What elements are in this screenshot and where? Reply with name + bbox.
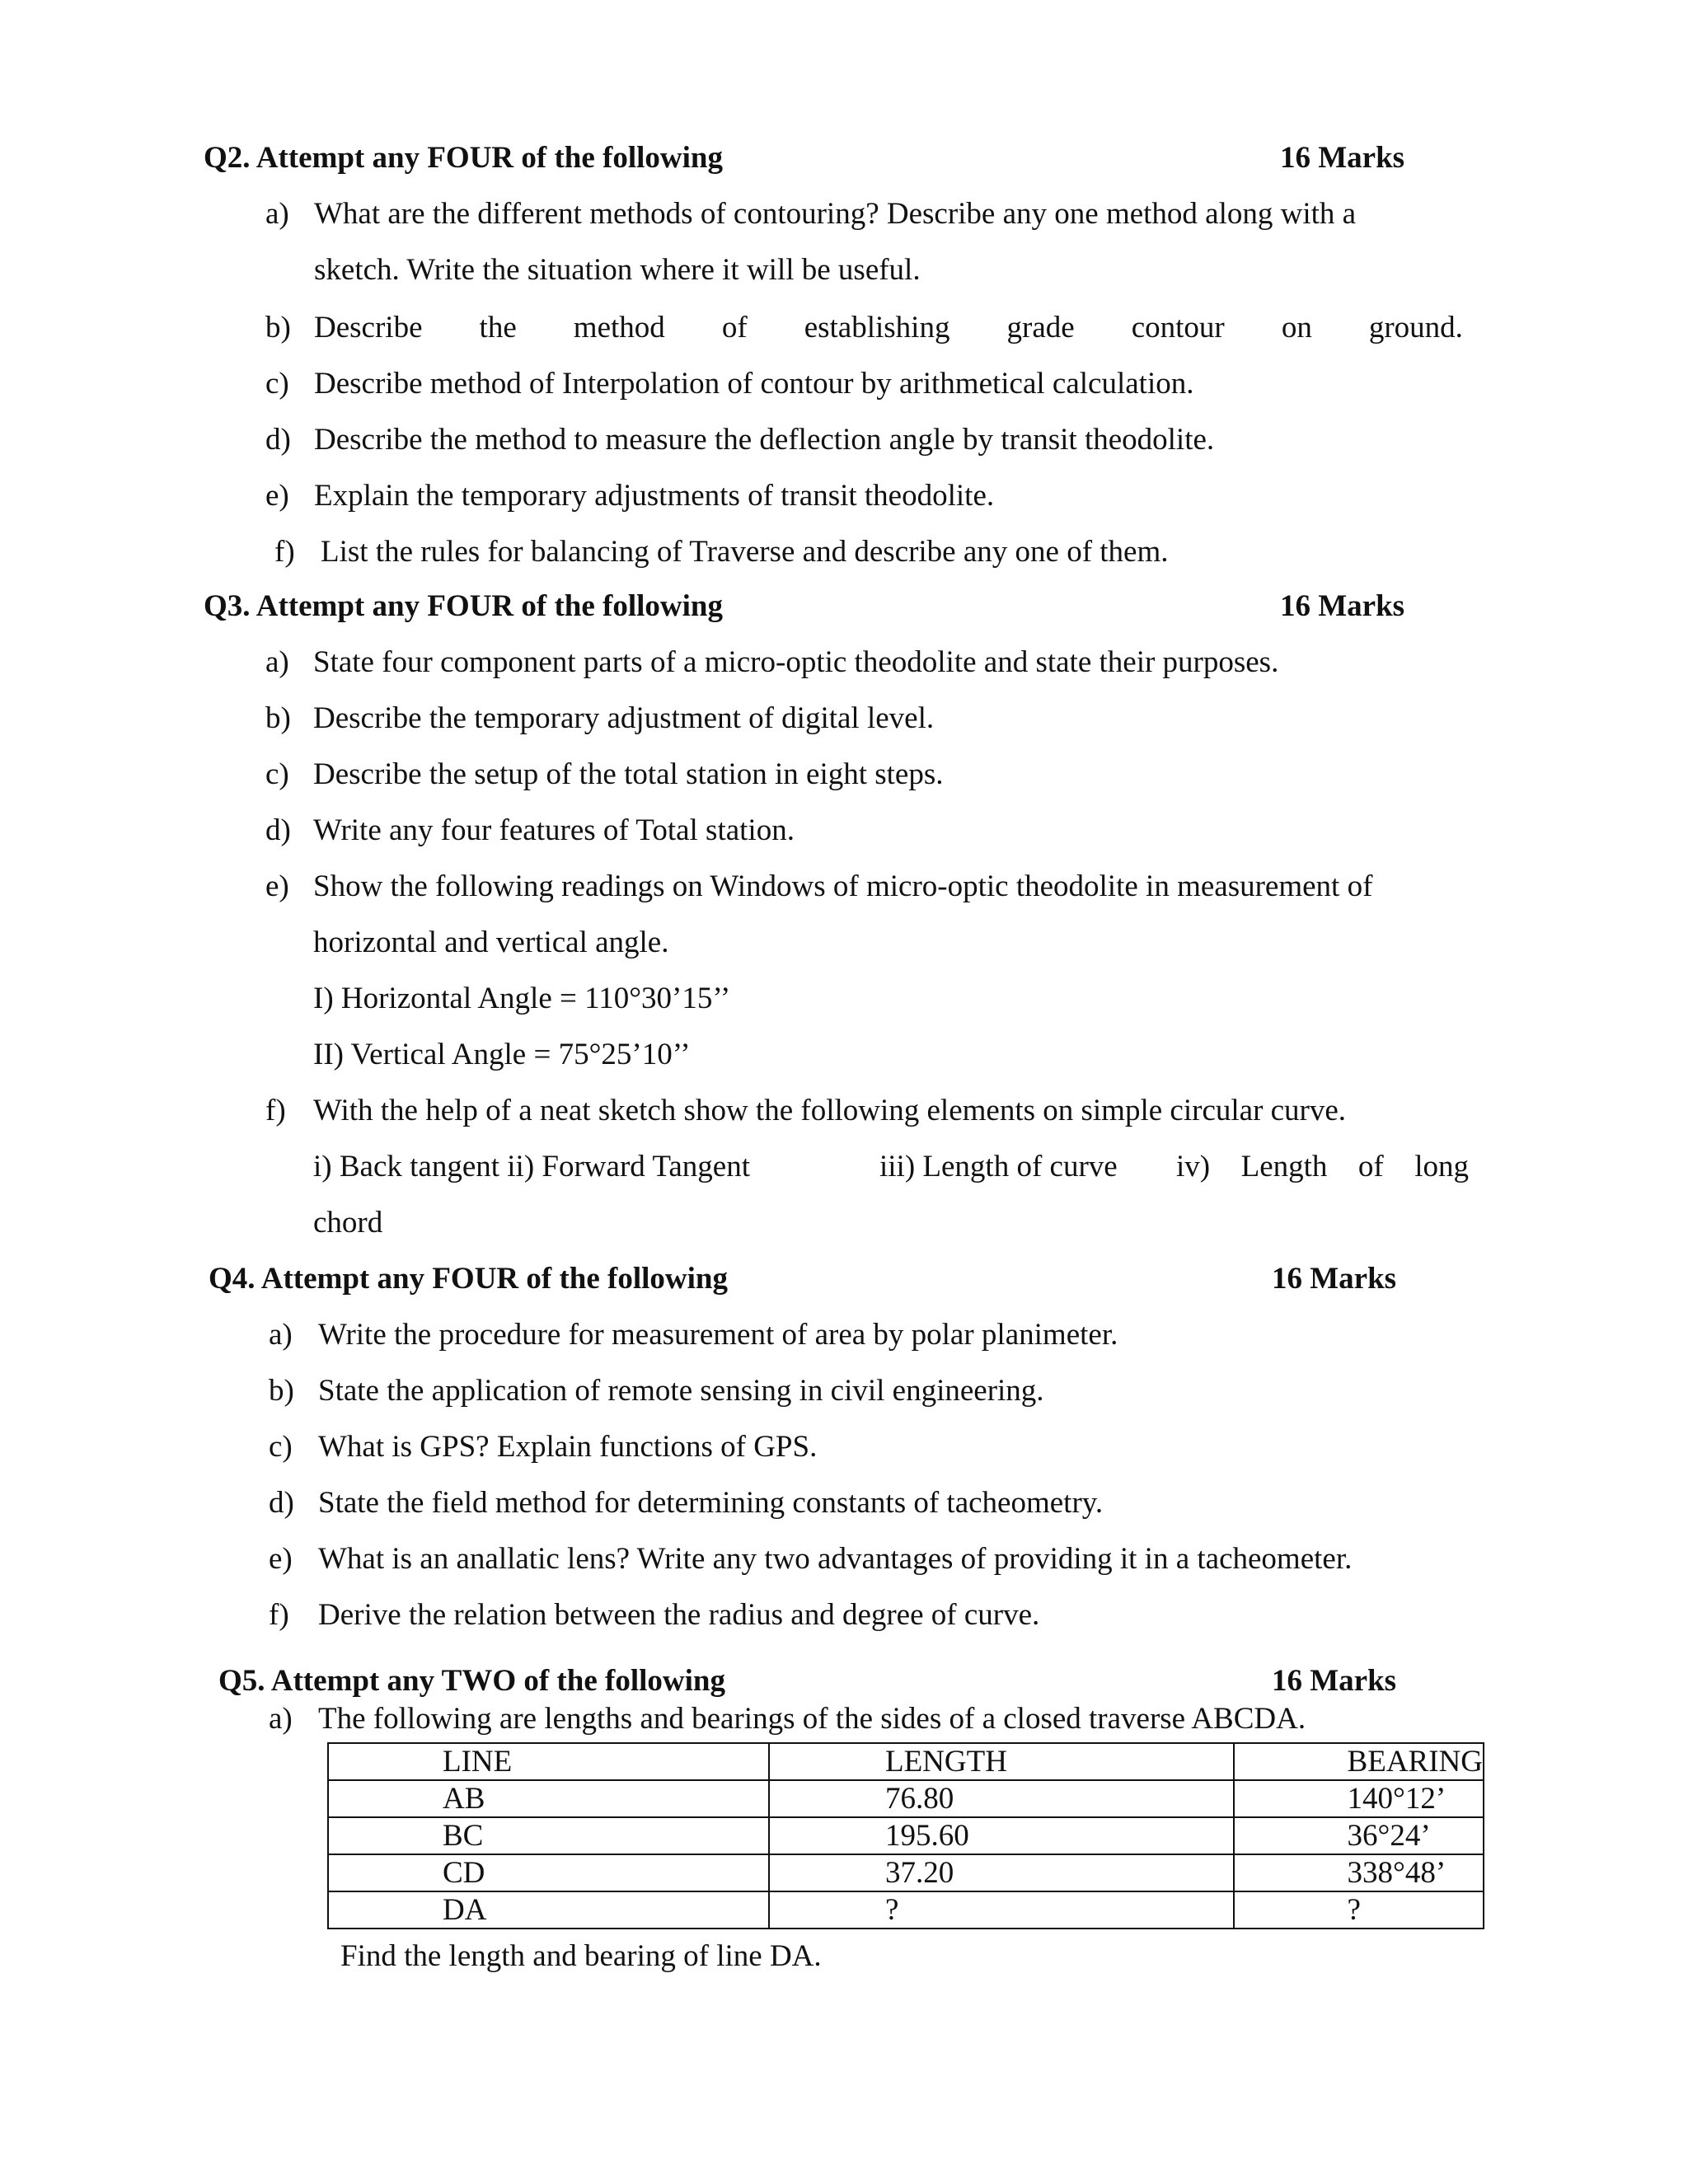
item-text-line2: horizontal and vertical angle.: [313, 926, 669, 959]
table-cell: 37.20: [769, 1854, 1234, 1891]
item-text: What is GPS? Explain functions of GPS.: [318, 1430, 818, 1464]
q5-heading: Q5. Attempt any TWO of the following: [218, 1664, 725, 1698]
item-text-line2b: iii) Length of curve: [879, 1150, 1118, 1183]
item-footer: Find the length and bearing of line DA.: [340, 1939, 822, 1973]
item-text: List the rules for balancing of Traverse and describe any one of them.: [321, 535, 1169, 569]
table-cell: CD: [328, 1854, 769, 1891]
item-text: Describe the method to measure the deflection angle by transit theodolite.: [314, 423, 1215, 457]
table-header: BEARING: [1234, 1743, 1484, 1780]
table-row: [328, 1891, 1484, 1929]
item-text: Describe the temporary adjustment of digital level.: [313, 701, 935, 735]
horizontal-angle-reading: I) Horizontal Angle = 110°30’15’’: [313, 982, 731, 1015]
q2-marks: 16 Marks: [1280, 141, 1405, 175]
item-label: b): [265, 701, 291, 735]
item-text-line1: With the help of a neat sketch show the following elements on simple circular curve.: [313, 1094, 1347, 1127]
table-header: LINE: [328, 1743, 769, 1780]
item-label: f): [274, 535, 295, 569]
item-text-line2: sketch. Write the situation where it will be useful.: [314, 253, 921, 287]
item-label: a): [265, 645, 289, 679]
q5-marks: 16 Marks: [1272, 1664, 1397, 1698]
q4-marks: 16 Marks: [1272, 1262, 1397, 1296]
table-header-row: [328, 1743, 1484, 1780]
q3-heading: Q3. Attempt any FOUR of the following: [204, 589, 723, 623]
item-label: c): [265, 367, 289, 401]
traverse-table: [327, 1742, 1484, 1929]
item-text: State the application of remote sensing in civil engineering.: [318, 1374, 1044, 1408]
item-text: Explain the temporary adjustments of transit theodolite.: [314, 479, 995, 513]
item-label: c): [265, 757, 289, 791]
table-cell: 338°48’: [1234, 1854, 1484, 1891]
item-text-line1: Show the following readings on Windows of micro-optic theodolite in measurement of: [313, 869, 1373, 903]
table-cell: BC: [328, 1817, 769, 1854]
item-label: b): [269, 1374, 294, 1408]
item-label: d): [269, 1486, 294, 1520]
item-text-justified: Describe the method of establishing grade contour on ground.: [314, 311, 1463, 344]
item-label: c): [269, 1430, 293, 1464]
item-text: Derive the relation between the radius and degree of curve.: [318, 1598, 1040, 1632]
item-label: d): [265, 813, 291, 847]
item-text: State the field method for determining constants of tacheometry.: [318, 1486, 1104, 1520]
q2-heading: Q2. Attempt any FOUR of the following: [204, 141, 723, 175]
table-cell: 195.60: [769, 1817, 1234, 1854]
item-text: The following are lengths and bearings of the sides of a closed traverse ABCDA.: [318, 1702, 1306, 1736]
item-label: e): [269, 1542, 293, 1576]
item-text: Describe the setup of the total station in eight steps.: [313, 757, 944, 791]
table-header: LENGTH: [769, 1743, 1234, 1780]
vertical-angle-reading: II) Vertical Angle = 75°25’10’’: [313, 1038, 691, 1071]
item-text: Describe method of Interpolation of contour by arithmetical calculation.: [314, 367, 1194, 401]
table-cell: ?: [769, 1891, 1234, 1929]
table-cell: 36°24’: [1234, 1817, 1484, 1854]
item-text-line2c: iv) Length of long: [1176, 1150, 1469, 1183]
item-label: f): [265, 1094, 286, 1127]
item-label: e): [265, 869, 289, 903]
table-cell: AB: [328, 1780, 769, 1817]
item-text-line2a: i) Back tangent ii) Forward Tangent: [313, 1150, 750, 1183]
item-text: Write the procedure for measurement of area by polar planimeter.: [318, 1318, 1118, 1352]
item-label: b): [265, 311, 291, 344]
item-label: e): [265, 479, 289, 513]
item-label: f): [269, 1598, 289, 1632]
item-text: State four component parts of a micro-optic theodolite and state their purposes.: [313, 645, 1279, 679]
table-row: [328, 1854, 1484, 1891]
item-text-line1: What are the different methods of contouring? Describe any one method along with a: [314, 197, 1357, 231]
item-label: d): [265, 423, 291, 457]
table-cell: 140°12’: [1234, 1780, 1484, 1817]
item-text-line3: chord: [313, 1206, 383, 1240]
item-text: Write any four features of Total station.: [313, 813, 795, 847]
table-cell: DA: [328, 1891, 769, 1929]
item-label: a): [269, 1318, 293, 1352]
table-cell: 76.80: [769, 1780, 1234, 1817]
item-text: What is an anallatic lens? Write any two advantages of providing it in a tacheometer.: [318, 1542, 1353, 1576]
q4-heading: Q4. Attempt any FOUR of the following: [209, 1262, 728, 1296]
table-cell: ?: [1234, 1891, 1484, 1929]
q3-marks: 16 Marks: [1280, 589, 1405, 623]
item-label: a): [265, 197, 289, 231]
table-row: [328, 1780, 1484, 1817]
item-label: a): [269, 1702, 293, 1736]
table-row: [328, 1817, 1484, 1854]
